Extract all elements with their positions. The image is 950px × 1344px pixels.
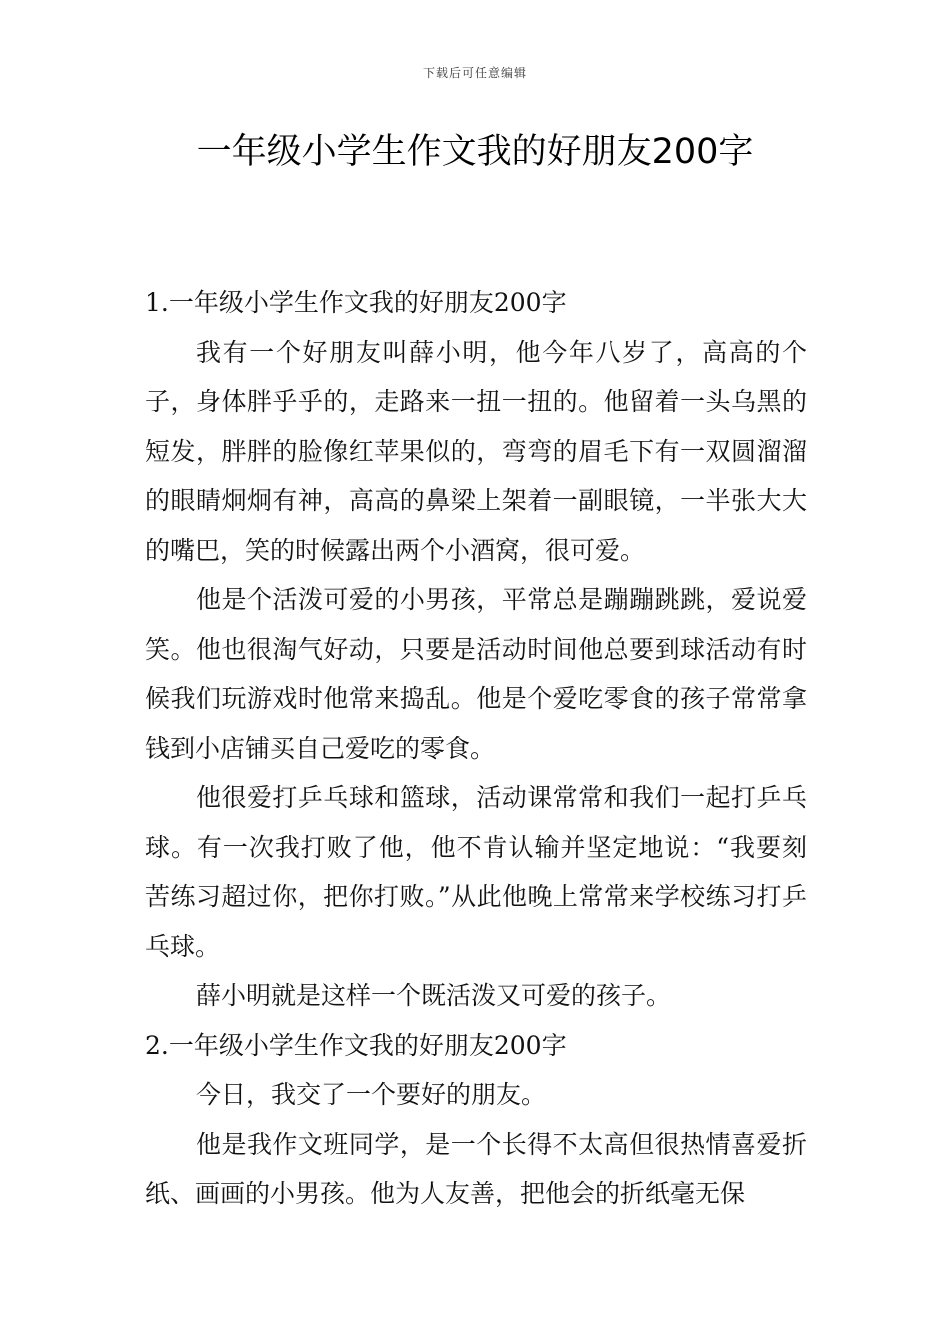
section-heading-1: 1.一年级小学生作文我的好朋友200字: [145, 288, 567, 317]
paragraph: 今日，我交了一个要好的朋友。: [196, 1080, 547, 1109]
paragraph: 薛小明就是这样一个既活泼又可爱的孩子。: [196, 981, 672, 1010]
paragraph: 他是我作文班同学，是一个长得不太高但很热情喜爱折纸、画画的小男孩。他为人友善，把他会的折纸毫无保: [145, 1129, 807, 1208]
header-note: 下载后可任意编辑: [422, 66, 527, 80]
paragraph: 我有一个好朋友叫薛小明，他今年八岁了，高高的个子，身体胖乎乎的，走路来一扭一扭的。他留着一头乌黑的短发，胖胖的脸像红苹果似的，弯弯的眉毛下有一双圆溜溜的眼睛炯炯有神，高高的鼻梁上架着一副眼镜，一半张大大的嘴巴，笑的时候露出两个小酒窝，很可爱。: [145, 337, 807, 565]
paragraph: 他是个活泼可爱的小男孩，平常总是蹦蹦跳跳，爱说爱笑。他也很淘气好动，只要是活动时间他总要到球活动有时候我们玩游戏时他常来捣乱。他是个爱吃零食的孩子常常拿钱到小店铺买自己爱吃的零食。: [145, 585, 807, 763]
paragraph: 他很爱打乒乓球和篮球，活动课常常和我们一起打乒乓球。有一次我打败了他，他不肯认输并坚定地说：“我要刻苦练习超过你，把你打败。”从此他晚上常常来学校练习打乒乓球。: [145, 783, 807, 961]
section-heading-2: 2.一年级小学生作文我的好朋友200字: [145, 1030, 567, 1060]
document-body: [145, 278, 807, 1219]
document-title: 一年级小学生作文我的好朋友200字: [196, 132, 754, 172]
